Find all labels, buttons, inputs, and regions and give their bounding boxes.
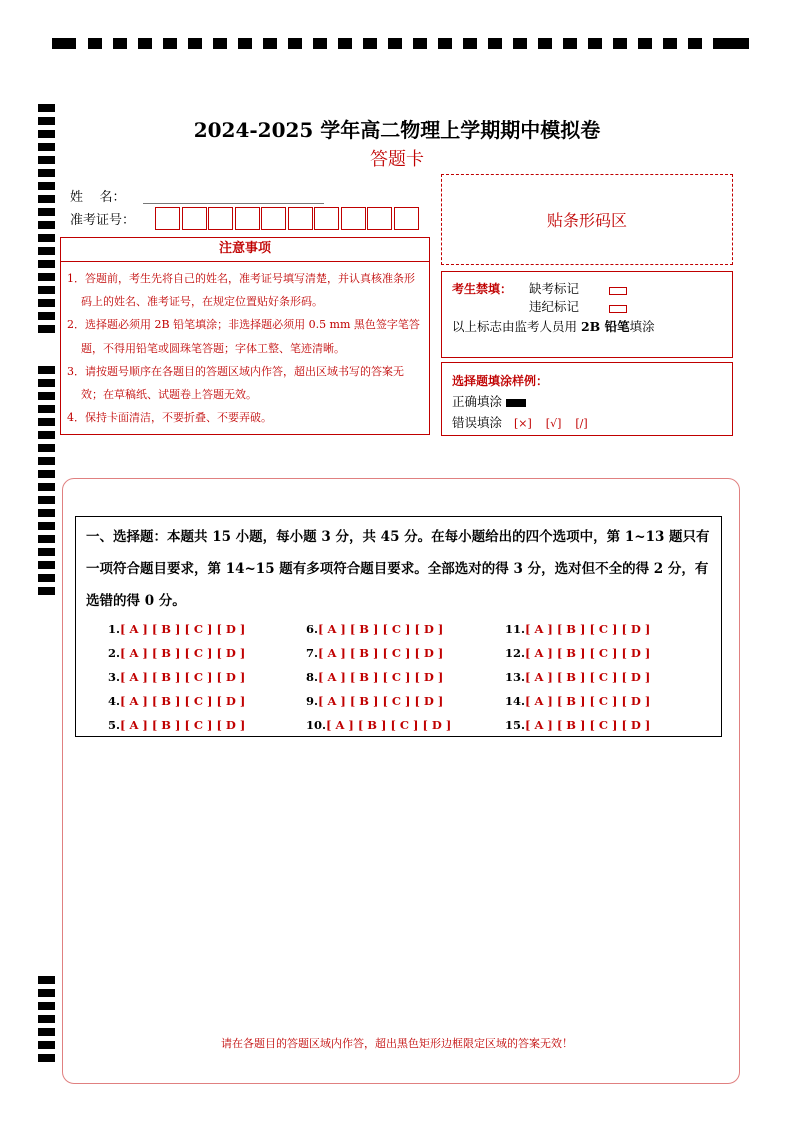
correct-fill-label: 正确填涂 (452, 394, 503, 409)
question-row[interactable]: 12.[ A ] [ B ] [ C ] [ D ] (505, 646, 651, 660)
question-row[interactable]: 11.[ A ] [ B ] [ C ] [ D ] (505, 622, 651, 636)
forbidden-note-suffix: 填涂 (629, 319, 655, 334)
notice-box (60, 237, 430, 435)
top-timing-marks (52, 38, 749, 50)
id-digit-box[interactable] (208, 207, 233, 230)
question-row[interactable]: 13.[ A ] [ B ] [ C ] [ D ] (505, 670, 651, 684)
wrong-fill-label: 错误填涂 (452, 415, 503, 430)
id-digit-box[interactable] (288, 207, 313, 230)
name-label: 姓 名： (70, 190, 126, 205)
filled-sample-mark (506, 399, 526, 407)
question-row[interactable]: 6.[ A ] [ B ] [ C ] [ D ] (306, 622, 444, 636)
question-row[interactable]: 5.[ A ] [ B ] [ C ] [ D ] (108, 718, 246, 732)
id-digit-box[interactable] (235, 207, 260, 230)
fill-sample-title: 选择题填涂样例： (452, 374, 549, 388)
id-label: 准考证号： (70, 213, 136, 228)
question-row[interactable]: 14.[ A ] [ B ] [ C ] [ D ] (505, 694, 651, 708)
question-row[interactable]: 3.[ A ] [ B ] [ C ] [ D ] (108, 670, 246, 684)
forbidden-note: 以上标志由监考人员用 (452, 319, 581, 334)
footer-warning: 请在各题目的答题区域内作答，超出黑色矩形边框限定区域的答案无效！ (221, 1037, 573, 1050)
violation-label: 违纪标记 (529, 299, 580, 314)
forbidden-note-bold: 2B 铅笔 (580, 319, 630, 334)
question-row[interactable]: 9.[ A ] [ B ] [ C ] [ D ] (306, 694, 444, 708)
notice-item: 3．请按题号顺序在各题目的答题区域内作答，超出区域书写的答案无效；在草稿纸、试题卷上答题无效。 (67, 364, 404, 402)
id-digit-box[interactable] (314, 207, 339, 230)
exam-title: 2024-2025 学年高二物理上学期期中模拟卷 (193, 118, 601, 142)
id-digit-box[interactable] (341, 207, 366, 230)
absent-mark-box[interactable] (609, 282, 627, 297)
question-row[interactable]: 2.[ A ] [ B ] [ C ] [ D ] (108, 646, 246, 660)
question-row[interactable]: 7.[ A ] [ B ] [ C ] [ D ] (306, 646, 444, 660)
question-row[interactable]: 10.[ A ] [ B ] [ C ] [ D ] (306, 718, 452, 732)
wrong-mark-cross: [×] (514, 417, 532, 430)
wrong-mark-check: [√] (545, 417, 562, 430)
notice-title: 注意事项 (61, 238, 429, 262)
barcode-area[interactable] (441, 174, 733, 265)
absent-label: 缺考标记 (529, 281, 580, 296)
question-row[interactable]: 8.[ A ] [ B ] [ C ] [ D ] (306, 670, 444, 684)
id-digit-box[interactable] (155, 207, 180, 230)
name-field[interactable] (143, 203, 324, 204)
mc-instructions: 一、选择题：本题共 15 小题，每小题 3 分，共 45 分。在每小题给出的四个选项中，第 1~13 题只有一项符合题目要求，第 14~15 题有多项符合题目要求。全部选对的得 3 分，选对但不全的得 2 分，有选错的得 0 分。 (86, 529, 710, 609)
wrong-mark-slash: [/] (575, 417, 588, 430)
question-row[interactable]: 4.[ A ] [ B ] [ C ] [ D ] (108, 694, 246, 708)
multiple-choice-section (75, 516, 722, 737)
examiner-marks-box (441, 271, 733, 358)
notice-item: 1．答题前，考生先将自己的姓名，准考证号填写清楚，并认真核准条形码上的姓名、准考证号，在规定位置贴好条形码。 (67, 272, 415, 309)
question-row[interactable]: 1.[ A ] [ B ] [ C ] [ D ] (108, 622, 246, 636)
notice-item: 2．选择题必须用 2B 铅笔填涂；非选择题必须用 0.5 mm 黑色签字笔答题，不得用铅笔或圆珠笔答题；字体工整、笔迹清晰。 (67, 318, 420, 355)
id-digit-box[interactable] (182, 207, 207, 230)
id-digit-box[interactable] (367, 207, 392, 230)
id-digit-box[interactable] (394, 207, 419, 230)
notice-item: 4．保持卡面清洁，不要折叠、不要弄破。 (67, 411, 272, 425)
barcode-label: 贴条形码区 (546, 211, 627, 230)
fill-sample-box (441, 362, 733, 436)
violation-mark-box[interactable] (609, 300, 627, 315)
forbidden-label: 考生禁填： (452, 282, 513, 296)
answer-sheet-subtitle: 答题卡 (370, 149, 424, 170)
id-digit-box[interactable] (261, 207, 286, 230)
question-row[interactable]: 15.[ A ] [ B ] [ C ] [ D ] (505, 718, 651, 732)
